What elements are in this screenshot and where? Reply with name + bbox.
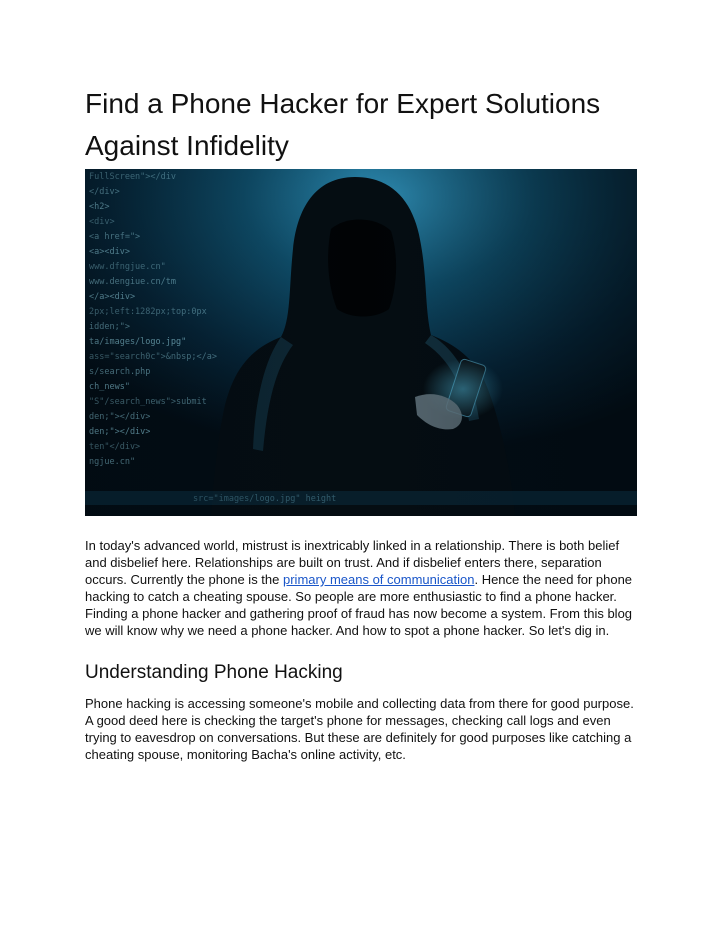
intro-paragraph xyxy=(85,537,641,639)
primary-means-link[interactable]: primary means of communication xyxy=(283,572,475,587)
hero-image-hooded-hacker xyxy=(85,169,637,516)
section-paragraph: Phone hacking is accessing someone's mobile and collecting data from there for good purpose. A good deed here is checking the target's phone for messages, checking call logs and even trying to eavesdrop on conversations. But these are definitely for good purposes like catching a cheating spouse, monitoring Bacha's online activity, etc. xyxy=(85,696,634,762)
page-title: Find a Phone Hacker for Expert Solutions Against Infidelity xyxy=(85,88,601,161)
section-heading: Understanding Phone Hacking xyxy=(85,662,343,683)
intro-text-before-link: In today's advanced world, mistrust is inextricably linked in a relationship. There is both belief and disbelief here. Relationships are built on trust. And if disbelief enters there, separation occurs. Currently the phone is the xyxy=(85,538,620,587)
intro-text-after-link: . Hence the need for phone hacking to catch a cheating spouse. So people are more enthusiastic to find a phone hacker. Finding a phone hacker and gathering proof of fraud has now become a system. From this blog we will know why we need a phone hacker. And how to spot a phone hacker. So let's dig in. xyxy=(85,572,633,638)
